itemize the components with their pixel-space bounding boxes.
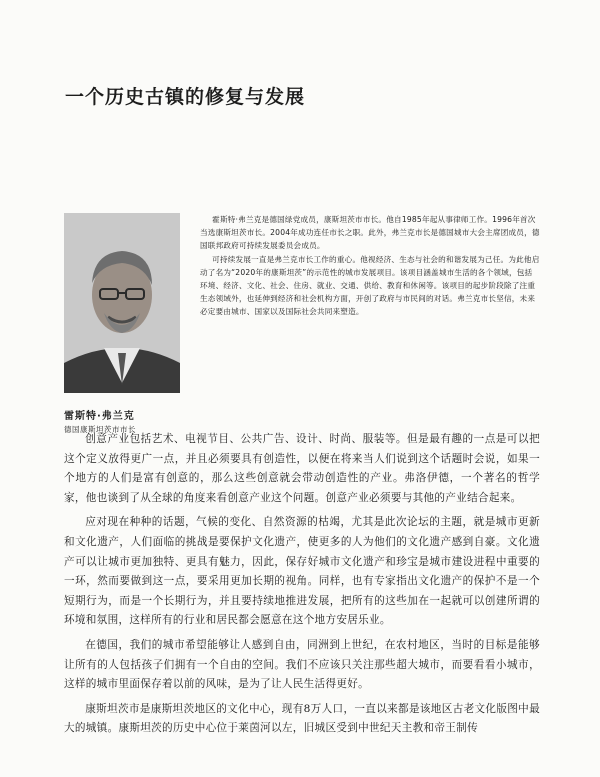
article-title: 一个历史古镇的修复与发展 bbox=[65, 86, 306, 108]
bio-paragraph: 霍斯特·弗兰克是德国绿党成员，康斯坦茨市市长。他自1985年起从事律师工作。1996年首次当选康斯坦茨市长。2004年成功连任市长之职。此外，弗兰克市长是德国城市大会主席团成员，德国联邦政府可持续发展委员会成员。 bbox=[200, 215, 540, 251]
article-body bbox=[64, 430, 540, 744]
author-bio bbox=[200, 213, 540, 319]
body-paragraph: 创意产业包括艺术、电视节目、公共广告、设计、时尚、服装等。但是最有趣的一点是可以把这个定义放得更广一点，并且必须要具有创造性，以便在将来当人们说到这个话题时会说，如果一个地方的人们是富有创意的，那么这些创意就会带动创造性的产业。弗洛伊德，一个著名的哲学家，他也谈到了从全球的角度来看创意产业这个问题。创意产业必须要与其他的产业结合起来。 bbox=[64, 433, 540, 504]
body-paragraph: 康斯坦茨市是康斯坦茨地区的文化中心，现有8万人口，一直以来都是该地区古老文化版图中最大的城镇。康斯坦茨的历史中心位于莱茵河以左，旧城区受到中世纪天主教和帝王制传 bbox=[64, 702, 540, 735]
portrait-photo-icon bbox=[64, 213, 180, 393]
author-photo bbox=[64, 213, 180, 393]
bio-paragraph: 可持续发展一直是弗兰克市长工作的重心。他视经济、生态与社会的和谐发展为己任。为此他启动了名为“2020年的康斯坦茨”的示范性的城市发展项目。该项目涵盖城市生活的各个领域，包括环境、经济、文化、社会、住房、就业、交通、供给、教育和休闲等。该项目的起步阶段除了注重生态领域外，也延伸到经济和社会机构方面，开创了政府与市民间的对话。弗兰克市长坚信，未来必定要由城市、国家以及国际社会共同来塑造。 bbox=[200, 254, 540, 317]
author-role: 德国康斯坦茨市市长 bbox=[64, 425, 136, 434]
body-paragraph: 应对现在种种的话题，气候的变化、自然资源的枯竭，尤其是此次论坛的主题，就是城市更新和文化遗产，人们面临的挑战是要保护文化遗产，使更多的人为他们的文化遗产感到自豪。文化遗产可以让城市更加独特、更具有魅力，因此，保存好城市文化遗产和珍宝是城市建设进程中重要的一环，然而要做到这一点，要采用更加长期的视角。同样，也有专家指出文化遗产的保护不是一个短期行为，而是一个长期行为，并且要持续地推进发展，把所有的这些加在一起就可以创建所谓的环境和氛围，这样所有的行业和居民都会愿意在这个地方安居乐业。 bbox=[64, 516, 540, 627]
author-name: 雷斯特·弗兰克 bbox=[64, 411, 135, 422]
body-paragraph: 在德国，我们的城市希望能够让人感到自由，同洲到上世纪，在农村地区，当时的目标是能够让所有的人包括孩子们拥有一个自由的空间。我们不应该只关注那些超大城市，而要看看小城市，这样的城市里面保存着以前的风味，是为了让人民生活得更好。 bbox=[64, 638, 540, 691]
